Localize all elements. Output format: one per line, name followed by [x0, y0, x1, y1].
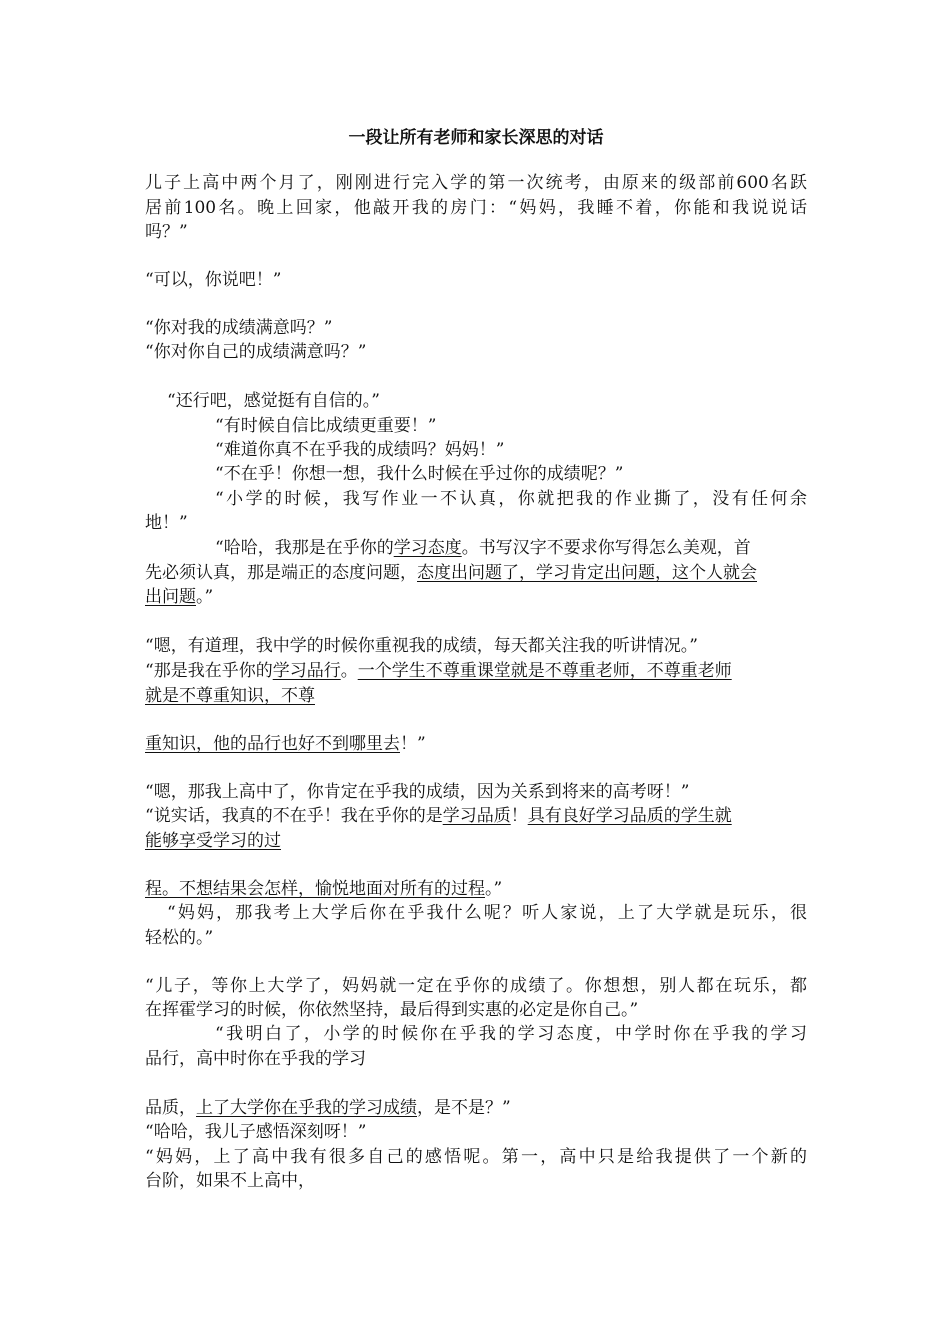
dialogue-line: “妈妈，上了高中我有很多自己的感悟呢。第一，高中只是给我提供了一个新的 [145, 1147, 807, 1167]
underlined-phrase: 能够享受学习的过 [145, 831, 281, 851]
underlined-phrase: 程。不想结果会怎样，愉悦地面对所有的过程 [145, 879, 485, 899]
dialogue-line: “你对我的成绩满意吗？” [145, 318, 333, 338]
dialogue-line [145, 659, 732, 683]
dialogue-line [145, 684, 315, 708]
underlined-phrase: 学习态度 [393, 538, 462, 558]
underlined-phrase: 就是不尊重知识，不尊 [145, 686, 315, 706]
dialogue-line: “可以，你说吧！” [145, 270, 282, 290]
underlined-phrase: 学习品行 [272, 661, 341, 681]
dialogue-line [145, 804, 732, 828]
dialogue-line: “还行吧，感觉挺有自信的。” [167, 391, 380, 411]
text-segment: “哈哈，我那是在乎你的 [215, 538, 394, 558]
dialogue-line: “难道你真不在乎我的成绩吗？妈妈！” [215, 440, 505, 460]
dialogue-line: 在挥霍学习的时候，你依然坚持，最后得到实惠的必定是你自己。” [145, 1000, 639, 1020]
paragraph-line: 儿子上高中两个月了，刚刚进行完入学的第一次统考，由原来的级部前600名跃 [145, 173, 807, 193]
dialogue-line: “小学的时候，我写作业一不认真，你就把我的作业撕了，没有任何余 [215, 489, 807, 509]
dialogue-line: “嗯，有道理，我中学的时候你重视我的成绩，每天都关注我的听讲情况。” [145, 636, 698, 656]
text-segment: ！ [510, 806, 528, 826]
dialogue-line: 台阶，如果不上高中， [145, 1171, 315, 1191]
dialogue-line: “不在乎！你想一想，我什么时候在乎过你的成绩呢？” [215, 464, 624, 484]
text-segment: “那是我在乎你的 [145, 661, 273, 681]
dialogue-line: 品行，高中时你在乎我的学习 [145, 1049, 366, 1069]
dialogue-line: “嗯，那我上高中了，你肯定在乎我的成绩，因为关系到将来的高考呀！” [145, 782, 690, 802]
text-segment: 先必须认真，那是端正的态度问题， [145, 563, 417, 583]
dialogue-line [215, 536, 751, 560]
dialogue-line [145, 585, 213, 609]
underlined-phrase: 上了大学你在乎我的学习成绩 [196, 1098, 417, 1118]
dialogue-line [145, 1096, 511, 1120]
underlined-phrase: 学习品质 [442, 806, 511, 826]
dialogue-line [145, 561, 757, 585]
text-segment: ，是不是？” [417, 1098, 511, 1118]
paragraph-line: 吗？” [145, 222, 188, 242]
dialogue-line: “妈妈，那我考上大学后你在乎我什么呢？听人家说，上了大学就是玩乐，很 [167, 903, 807, 923]
underlined-phrase: 具有良好学习品质的学生就 [527, 806, 732, 826]
document-title: 一段让所有老师和家长深思的对话 [348, 128, 604, 148]
text-segment: ！” [400, 734, 426, 754]
text-segment: 品质， [145, 1098, 196, 1118]
underlined-phrase: 态度出问题了，学习肯定出问题，这个人就会 [417, 563, 757, 583]
dialogue-line [145, 829, 281, 853]
dialogue-line: “哈哈，我儿子感悟深刻呀！” [145, 1122, 367, 1142]
dialogue-line: 地！” [145, 513, 188, 533]
dialogue-line: “你对你自己的成绩满意吗？” [145, 342, 367, 362]
text-segment: 。 [340, 661, 358, 681]
text-segment: 。” [485, 879, 503, 899]
underlined-phrase: 一个学生不尊重课堂就是不尊重老师，不尊重老师 [357, 661, 732, 681]
underlined-phrase: 重知识，他的品行也好不到哪里去 [145, 734, 400, 754]
text-segment: “说实话，我真的不在乎！我在乎你的是 [145, 806, 443, 826]
dialogue-line: 轻松的。” [145, 928, 214, 948]
dialogue-line [145, 877, 502, 901]
text-segment: 。书写汉字不要求你写得怎么美观，首 [461, 538, 751, 558]
text-segment: 。” [196, 587, 214, 607]
dialogue-line [145, 732, 426, 756]
dialogue-line: “有时候自信比成绩更重要！” [215, 416, 437, 436]
dialogue-line: “儿子，等你上大学了，妈妈就一定在乎你的成绩了。你想想，别人都在玩乐，都 [145, 976, 807, 996]
paragraph-line: 居前100名。晚上回家，他敲开我的房门：“妈妈，我睡不着，你能和我说说话 [145, 198, 807, 218]
dialogue-line: “我明白了，小学的时候你在乎我的学习态度，中学时你在乎我的学习 [215, 1024, 807, 1044]
underlined-phrase: 出问题 [145, 587, 196, 607]
